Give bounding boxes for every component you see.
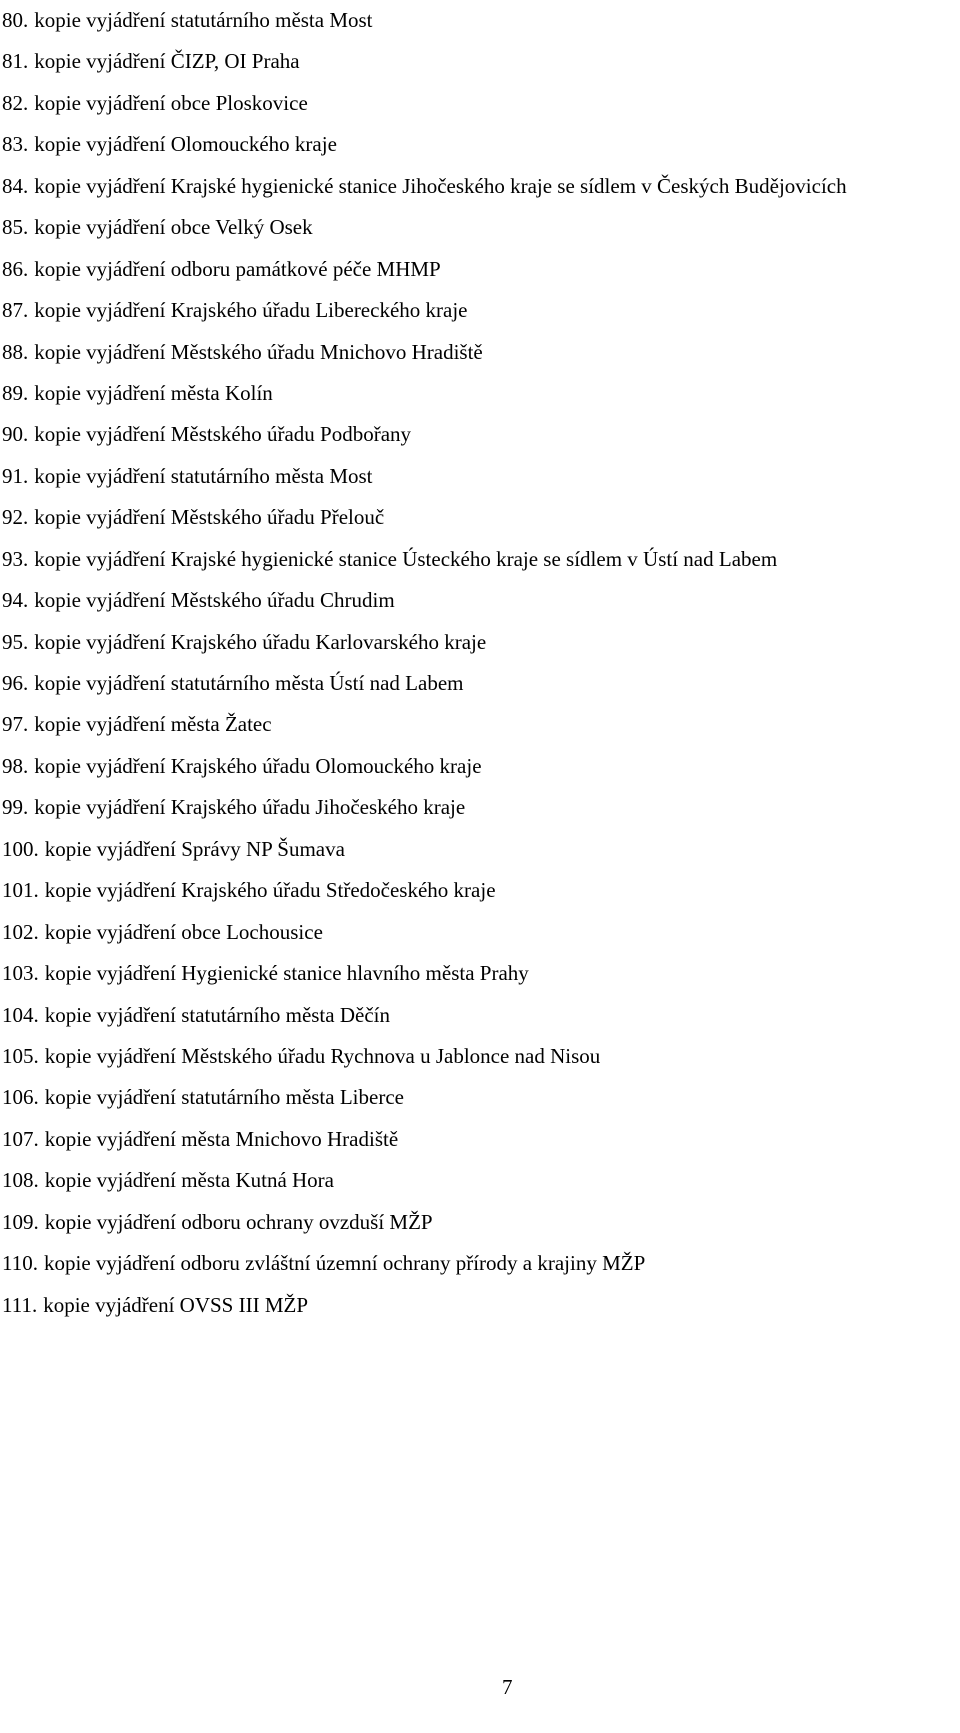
list-item-number: 86. xyxy=(2,256,29,281)
list-item-text: kopie vyjádření statutárního města Most xyxy=(34,463,373,488)
list-item xyxy=(2,746,847,787)
list-item xyxy=(2,787,847,828)
list-item-text: kopie vyjádření Správy NP Šumava xyxy=(44,836,345,861)
list-item xyxy=(2,912,847,953)
list-item xyxy=(2,332,847,373)
list-item-text: kopie vyjádření Krajského úřadu Středočeského kraje xyxy=(44,878,496,903)
list-item-text: kopie vyjádření odboru ochrany ovzduší MŽP xyxy=(44,1209,433,1234)
list-item-number: 96. xyxy=(2,671,29,695)
list-item-number: 107. xyxy=(2,1126,39,1151)
list-item-text: kopie vyjádření města Žatec xyxy=(34,712,272,737)
list-item-number: 82. xyxy=(2,90,29,115)
list-item-number: 100. xyxy=(2,836,39,861)
list-item xyxy=(2,622,847,663)
list-item xyxy=(2,1160,847,1201)
list-item-text: kopie vyjádření ČIZP, OI Praha xyxy=(34,49,300,74)
list-item xyxy=(2,41,847,82)
list-item-number: 106. xyxy=(2,1085,39,1110)
list-item-text: kopie vyjádření statutárního města Ústí nad Labem xyxy=(34,671,464,695)
list-item-number: 104. xyxy=(2,1002,39,1027)
list-item xyxy=(2,870,847,911)
list-item xyxy=(2,539,847,580)
list-item-text: kopie vyjádření Krajského úřadu Libereckého kraje xyxy=(34,298,468,323)
list-item-number: 80. xyxy=(2,8,29,32)
list-item-number: 98. xyxy=(2,753,29,778)
list-item-text: kopie vyjádření Městského úřadu Chrudim xyxy=(34,588,395,613)
list-item-text: kopie vyjádření OVSS III MŽP xyxy=(43,1292,309,1317)
list-item-text: kopie vyjádření obce Ploskovice xyxy=(34,90,308,115)
list-item-text: kopie vyjádření odboru zvláštní územní ochrany přírody a krajiny MŽP xyxy=(43,1251,646,1276)
list-item-text: kopie vyjádření města Kutná Hora xyxy=(44,1168,334,1193)
list-item-text: kopie vyjádření odboru památkové péče MHMP xyxy=(34,256,441,281)
list-item-number: 110. xyxy=(2,1251,38,1276)
list-item xyxy=(2,1036,847,1077)
list-item xyxy=(2,995,847,1036)
list-item-number: 97. xyxy=(2,712,29,737)
list-item xyxy=(2,83,847,124)
list-item-number: 99. xyxy=(2,795,29,820)
list-item xyxy=(2,704,847,745)
list-item-number: 94. xyxy=(2,588,29,613)
list-item-text: kopie vyjádření Městského úřadu Mnichovo Hradiště xyxy=(34,339,483,364)
list-item xyxy=(2,1119,847,1160)
list-item-number: 89. xyxy=(2,380,29,405)
list-item-text: kopie vyjádření Krajské hygienické stanice Ústeckého kraje se sídlem v Ústí nad Labem xyxy=(34,546,778,571)
list-item-text: kopie vyjádření obce Velký Osek xyxy=(34,215,313,240)
list-item-text: kopie vyjádření Městského úřadu Přelouč xyxy=(34,505,385,530)
list-item xyxy=(2,290,847,331)
list-item xyxy=(2,166,847,207)
list-item xyxy=(2,1243,847,1284)
list-item-text: kopie vyjádření města Mnichovo Hradiště xyxy=(44,1126,399,1151)
list-item-text: kopie vyjádření statutárního města Liberce xyxy=(44,1085,404,1110)
list-item-number: 84. xyxy=(2,173,29,198)
list-item-number: 88. xyxy=(2,339,29,364)
list-item-number: 105. xyxy=(2,1043,39,1068)
list-item xyxy=(2,663,847,704)
list-item-number: 83. xyxy=(2,132,29,157)
list-item xyxy=(2,829,847,870)
list-item-text: kopie vyjádření Krajského úřadu Karlovarského kraje xyxy=(34,629,487,654)
list-item-number: 108. xyxy=(2,1168,39,1193)
list-item-number: 102. xyxy=(2,919,39,944)
list-item xyxy=(2,124,847,165)
list-item xyxy=(2,456,847,497)
list-item xyxy=(2,1285,847,1326)
list-item-text: kopie vyjádření Krajského úřadu Olomouckého kraje xyxy=(34,753,482,778)
list-item-number: 85. xyxy=(2,215,29,240)
list-item xyxy=(2,1077,847,1118)
list-item xyxy=(2,953,847,994)
list-item-number: 101. xyxy=(2,878,39,903)
page-number: 7 xyxy=(502,1675,513,1699)
list-item-text: kopie vyjádření Krajské hygienické stanice Jihočeského kraje se sídlem v Českých Budějovicích xyxy=(34,173,847,198)
list-item-text: kopie vyjádření Hygienické stanice hlavního města Prahy xyxy=(44,961,529,986)
list-item-number: 103. xyxy=(2,961,39,986)
list-item-text: kopie vyjádření Městského úřadu Podbořany xyxy=(34,422,412,447)
list-item xyxy=(2,249,847,290)
list-item-number: 90. xyxy=(2,422,29,447)
list-item-number: 109. xyxy=(2,1209,39,1234)
list-item-text: kopie vyjádření statutárního města Děčín xyxy=(44,1002,390,1027)
list-item-number: 81. xyxy=(2,49,29,74)
list-item xyxy=(2,0,847,41)
list-item-number: 93. xyxy=(2,546,29,571)
list-item xyxy=(2,497,847,538)
list-item-number: 92. xyxy=(2,505,29,530)
list-item-text: kopie vyjádření statutárního města Most xyxy=(34,8,373,32)
list-item-text: kopie vyjádření Olomouckého kraje xyxy=(34,132,337,157)
list-item-text: kopie vyjádření Krajského úřadu Jihočeského kraje xyxy=(34,795,466,820)
attachment-list xyxy=(2,0,847,1326)
list-item-number: 87. xyxy=(2,298,29,323)
list-item-number: 111. xyxy=(2,1292,38,1317)
list-item xyxy=(2,580,847,621)
list-item xyxy=(2,207,847,248)
list-item xyxy=(2,373,847,414)
list-item-text: kopie vyjádření Městského úřadu Rychnova u Jablonce nad Nisou xyxy=(44,1043,601,1068)
list-item-text: kopie vyjádření města Kolín xyxy=(34,380,273,405)
list-item-number: 91. xyxy=(2,463,29,488)
list-item-number: 95. xyxy=(2,629,29,654)
list-item xyxy=(2,1202,847,1243)
list-item-text: kopie vyjádření obce Lochousice xyxy=(44,919,323,944)
list-item xyxy=(2,414,847,455)
